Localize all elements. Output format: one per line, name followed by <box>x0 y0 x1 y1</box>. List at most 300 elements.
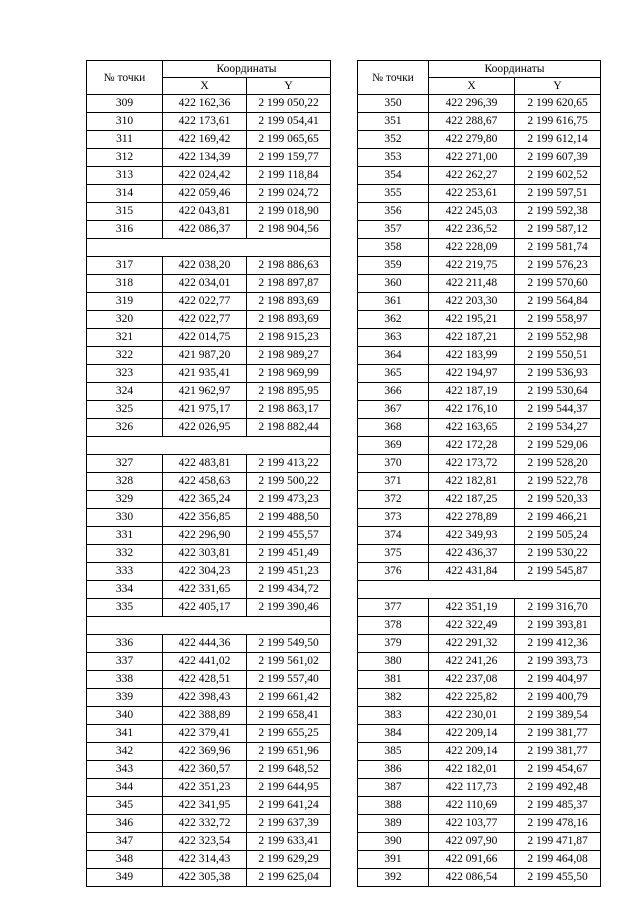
y-coordinate-cell: 2 199 549,50 <box>247 635 331 653</box>
x-coordinate-cell: 422 305,38 <box>163 869 247 887</box>
table-row <box>358 293 601 311</box>
table-row <box>358 707 601 725</box>
x-coordinate-cell: 422 365,24 <box>163 491 247 509</box>
coordinates-header: Координаты <box>163 61 331 78</box>
point-number-header: № точки <box>87 61 163 95</box>
table-row <box>358 365 601 383</box>
x-coordinate-cell: 422 097,90 <box>429 833 515 851</box>
x-coordinate-cell: 422 271,00 <box>429 149 515 167</box>
x-coordinate-cell: 422 172,28 <box>429 437 515 455</box>
point-number-cell: 324 <box>87 383 163 401</box>
point-number-cell: 351 <box>358 113 429 131</box>
point-number-cell: 362 <box>358 311 429 329</box>
table-row <box>87 797 331 815</box>
x-coordinate-cell: 422 091,66 <box>429 851 515 869</box>
y-coordinate-cell: 2 199 616,75 <box>515 113 601 131</box>
y-coordinate-cell: 2 199 644,95 <box>247 779 331 797</box>
point-number-cell: 315 <box>87 203 163 221</box>
table-row <box>87 149 331 167</box>
table-body <box>358 95 601 887</box>
point-number-cell: 339 <box>87 689 163 707</box>
point-number-cell: 343 <box>87 761 163 779</box>
point-number-cell: 336 <box>87 635 163 653</box>
x-coordinate-cell: 422 014,75 <box>163 329 247 347</box>
point-number-cell: 329 <box>87 491 163 509</box>
y-coordinate-cell: 2 198 915,23 <box>247 329 331 347</box>
x-coordinate-cell: 422 086,54 <box>429 869 515 887</box>
table-row <box>87 779 331 797</box>
x-coordinate-cell: 422 351,19 <box>429 599 515 617</box>
y-coordinate-cell: 2 199 528,20 <box>515 455 601 473</box>
point-number-cell: 342 <box>87 743 163 761</box>
y-coordinate-cell: 2 199 558,97 <box>515 311 601 329</box>
point-number-cell: 365 <box>358 365 429 383</box>
point-number-cell: 369 <box>358 437 429 455</box>
point-number-cell: 354 <box>358 167 429 185</box>
table-row <box>358 437 601 455</box>
table-row <box>87 635 331 653</box>
table-row <box>87 761 331 779</box>
point-number-cell: 375 <box>358 545 429 563</box>
x-coordinate-cell: 422 230,01 <box>429 707 515 725</box>
x-coordinate-cell: 422 331,65 <box>163 581 247 599</box>
table-row <box>358 149 601 167</box>
y-coordinate-cell: 2 199 488,50 <box>247 509 331 527</box>
x-coordinate-cell: 422 209,14 <box>429 743 515 761</box>
x-coordinate-cell: 422 162,36 <box>163 95 247 113</box>
table-row <box>358 491 601 509</box>
table-row <box>358 653 601 671</box>
x-coordinate-cell: 421 935,41 <box>163 365 247 383</box>
y-coordinate-cell: 2 199 529,06 <box>515 437 601 455</box>
table-row <box>358 833 601 851</box>
x-coordinate-cell: 422 253,61 <box>429 185 515 203</box>
x-coordinate-cell: 422 369,96 <box>163 743 247 761</box>
y-coordinate-cell: 2 199 118,84 <box>247 167 331 185</box>
y-coordinate-cell: 2 198 897,87 <box>247 275 331 293</box>
y-coordinate-cell: 2 199 536,93 <box>515 365 601 383</box>
y-coordinate-cell: 2 199 587,12 <box>515 221 601 239</box>
table-row <box>358 509 601 527</box>
separator-row <box>87 239 331 257</box>
y-coordinate-cell: 2 199 492,48 <box>515 779 601 797</box>
y-coordinate-cell: 2 199 648,52 <box>247 761 331 779</box>
table-header <box>87 61 331 95</box>
table-row <box>358 635 601 653</box>
y-coordinate-cell: 2 199 612,14 <box>515 131 601 149</box>
point-number-cell: 382 <box>358 689 429 707</box>
x-coordinate-cell: 422 379,41 <box>163 725 247 743</box>
table-row <box>87 203 331 221</box>
point-number-cell: 388 <box>358 797 429 815</box>
point-number-cell: 377 <box>358 599 429 617</box>
y-coordinate-cell: 2 199 607,39 <box>515 149 601 167</box>
table-row <box>358 671 601 689</box>
y-coordinate-cell: 2 199 570,60 <box>515 275 601 293</box>
point-number-cell: 344 <box>87 779 163 797</box>
x-coordinate-cell: 422 296,90 <box>163 527 247 545</box>
point-number-cell: 359 <box>358 257 429 275</box>
table-row <box>87 167 331 185</box>
x-coordinate-cell: 422 279,80 <box>429 131 515 149</box>
separator-row <box>87 437 331 455</box>
table-row <box>87 275 331 293</box>
table-row <box>87 743 331 761</box>
x-coordinate-cell: 422 225,82 <box>429 689 515 707</box>
table-row <box>358 221 601 239</box>
point-number-cell: 325 <box>87 401 163 419</box>
point-number-cell: 330 <box>87 509 163 527</box>
x-coordinate-cell: 422 262,27 <box>429 167 515 185</box>
point-number-cell: 334 <box>87 581 163 599</box>
table-row <box>358 851 601 869</box>
table-row <box>87 95 331 113</box>
point-number-cell: 346 <box>87 815 163 833</box>
coordinates-table-right <box>357 60 601 887</box>
x-coordinate-cell: 422 444,36 <box>163 635 247 653</box>
table-row <box>358 203 601 221</box>
table-row <box>358 815 601 833</box>
point-number-cell: 387 <box>358 779 429 797</box>
point-number-cell: 357 <box>358 221 429 239</box>
x-coordinate-cell: 422 405,17 <box>163 599 247 617</box>
point-number-cell: 358 <box>358 239 429 257</box>
y-coordinate-cell: 2 199 054,41 <box>247 113 331 131</box>
point-number-cell: 312 <box>87 149 163 167</box>
table-row <box>87 707 331 725</box>
y-coordinate-cell: 2 198 893,69 <box>247 293 331 311</box>
point-number-cell: 379 <box>358 635 429 653</box>
y-coordinate-cell: 2 199 316,70 <box>515 599 601 617</box>
coordinates-table-left <box>86 60 331 887</box>
x-coordinate-cell: 422 022,77 <box>163 311 247 329</box>
y-coordinate-cell: 2 199 505,24 <box>515 527 601 545</box>
y-coordinate-cell: 2 199 655,25 <box>247 725 331 743</box>
table-row <box>358 617 601 635</box>
x-coordinate-cell: 422 278,89 <box>429 509 515 527</box>
point-number-cell: 322 <box>87 347 163 365</box>
x-coordinate-cell: 422 043,81 <box>163 203 247 221</box>
coordinates-header: Координаты <box>429 61 601 78</box>
y-coordinate-cell: 2 199 473,23 <box>247 491 331 509</box>
table-row <box>358 95 601 113</box>
x-coordinate-cell: 422 176,10 <box>429 401 515 419</box>
x-coordinate-cell: 422 241,26 <box>429 653 515 671</box>
point-number-cell: 317 <box>87 257 163 275</box>
x-coordinate-cell: 422 195,21 <box>429 311 515 329</box>
table-row <box>87 221 331 239</box>
x-coordinate-cell: 422 236,52 <box>429 221 515 239</box>
y-coordinate-cell: 2 199 159,77 <box>247 149 331 167</box>
x-coordinate-cell: 422 237,08 <box>429 671 515 689</box>
y-coordinate-cell: 2 199 390,46 <box>247 599 331 617</box>
y-coordinate-cell: 2 199 520,33 <box>515 491 601 509</box>
table-row <box>87 509 331 527</box>
x-coordinate-cell: 422 356,85 <box>163 509 247 527</box>
table-row <box>87 383 331 401</box>
y-coordinate-cell: 2 199 412,36 <box>515 635 601 653</box>
point-number-cell: 313 <box>87 167 163 185</box>
point-number-cell: 356 <box>358 203 429 221</box>
table-row <box>358 869 601 887</box>
point-number-cell: 370 <box>358 455 429 473</box>
x-coordinate-cell: 422 183,99 <box>429 347 515 365</box>
table-row <box>358 599 601 617</box>
y-coordinate-cell: 2 199 658,41 <box>247 707 331 725</box>
table-row <box>358 329 601 347</box>
x-coordinate-cell: 422 187,21 <box>429 329 515 347</box>
y-coordinate-cell: 2 199 464,08 <box>515 851 601 869</box>
x-coordinate-cell: 422 288,67 <box>429 113 515 131</box>
y-coordinate-cell: 2 198 895,95 <box>247 383 331 401</box>
y-coordinate-cell: 2 199 545,87 <box>515 563 601 581</box>
point-number-cell: 367 <box>358 401 429 419</box>
table-row <box>87 815 331 833</box>
point-number-cell: 320 <box>87 311 163 329</box>
point-number-cell: 311 <box>87 131 163 149</box>
table-row <box>358 545 601 563</box>
point-number-cell: 310 <box>87 113 163 131</box>
x-coordinate-cell: 422 110,69 <box>429 797 515 815</box>
point-number-cell: 376 <box>358 563 429 581</box>
x-coordinate-cell: 422 169,42 <box>163 131 247 149</box>
table-row <box>358 419 601 437</box>
table-header <box>358 61 601 95</box>
y-coordinate-cell: 2 199 522,78 <box>515 473 601 491</box>
table-row <box>87 563 331 581</box>
x-coordinate-cell: 422 332,72 <box>163 815 247 833</box>
point-number-cell: 328 <box>87 473 163 491</box>
table-row <box>87 473 331 491</box>
x-coordinate-cell: 422 322,49 <box>429 617 515 635</box>
x-coordinate-cell: 422 323,54 <box>163 833 247 851</box>
y-coordinate-cell: 2 198 904,56 <box>247 221 331 239</box>
table-row <box>358 761 601 779</box>
point-number-cell: 381 <box>358 671 429 689</box>
x-coordinate-cell: 422 182,81 <box>429 473 515 491</box>
table-row <box>87 401 331 419</box>
table-row <box>87 599 331 617</box>
point-number-cell: 347 <box>87 833 163 851</box>
y-coordinate-cell: 2 199 550,51 <box>515 347 601 365</box>
x-coordinate-cell: 422 360,57 <box>163 761 247 779</box>
y-header: Y <box>515 78 601 95</box>
table-row <box>358 383 601 401</box>
x-coordinate-cell: 422 296,39 <box>429 95 515 113</box>
x-coordinate-cell: 422 351,23 <box>163 779 247 797</box>
x-coordinate-cell: 422 388,89 <box>163 707 247 725</box>
y-coordinate-cell: 2 199 434,72 <box>247 581 331 599</box>
table-row <box>358 797 601 815</box>
point-number-cell: 337 <box>87 653 163 671</box>
y-coordinate-cell: 2 199 485,37 <box>515 797 601 815</box>
x-coordinate-cell: 422 117,73 <box>429 779 515 797</box>
point-number-cell: 386 <box>358 761 429 779</box>
point-number-cell: 380 <box>358 653 429 671</box>
y-coordinate-cell: 2 199 534,27 <box>515 419 601 437</box>
table-row <box>358 455 601 473</box>
separator-cell <box>87 437 331 455</box>
y-coordinate-cell: 2 199 400,79 <box>515 689 601 707</box>
y-coordinate-cell: 2 199 381,77 <box>515 743 601 761</box>
point-number-cell: 340 <box>87 707 163 725</box>
point-number-cell: 332 <box>87 545 163 563</box>
table-row <box>87 113 331 131</box>
point-number-cell: 350 <box>358 95 429 113</box>
x-coordinate-cell: 422 436,37 <box>429 545 515 563</box>
x-coordinate-cell: 421 975,17 <box>163 401 247 419</box>
y-coordinate-cell: 2 199 564,84 <box>515 293 601 311</box>
y-coordinate-cell: 2 199 629,29 <box>247 851 331 869</box>
point-number-cell: 384 <box>358 725 429 743</box>
table-row <box>87 293 331 311</box>
y-coordinate-cell: 2 199 552,98 <box>515 329 601 347</box>
point-number-cell: 360 <box>358 275 429 293</box>
x-coordinate-cell: 422 291,32 <box>429 635 515 653</box>
separator-row <box>87 617 331 635</box>
x-coordinate-cell: 422 022,77 <box>163 293 247 311</box>
x-coordinate-cell: 422 228,09 <box>429 239 515 257</box>
point-number-cell: 385 <box>358 743 429 761</box>
table-row <box>358 563 601 581</box>
y-coordinate-cell: 2 199 024,72 <box>247 185 331 203</box>
x-coordinate-cell: 422 398,43 <box>163 689 247 707</box>
point-number-cell: 341 <box>87 725 163 743</box>
x-coordinate-cell: 422 304,23 <box>163 563 247 581</box>
point-number-cell: 331 <box>87 527 163 545</box>
table-row <box>87 491 331 509</box>
point-number-cell: 391 <box>358 851 429 869</box>
x-coordinate-cell: 422 211,48 <box>429 275 515 293</box>
table-row <box>87 311 331 329</box>
y-coordinate-cell: 2 199 530,64 <box>515 383 601 401</box>
x-coordinate-cell: 422 173,61 <box>163 113 247 131</box>
x-coordinate-cell: 422 187,19 <box>429 383 515 401</box>
y-coordinate-cell: 2 199 641,24 <box>247 797 331 815</box>
y-coordinate-cell: 2 199 651,96 <box>247 743 331 761</box>
point-number-cell: 355 <box>358 185 429 203</box>
point-number-cell: 373 <box>358 509 429 527</box>
y-coordinate-cell: 2 199 500,22 <box>247 473 331 491</box>
table-row <box>87 527 331 545</box>
y-coordinate-cell: 2 198 989,27 <box>247 347 331 365</box>
table-row <box>87 725 331 743</box>
point-number-cell: 353 <box>358 149 429 167</box>
point-number-cell: 371 <box>358 473 429 491</box>
point-number-header: № точки <box>358 61 429 95</box>
table-row <box>358 275 601 293</box>
table-row <box>358 743 601 761</box>
x-coordinate-cell: 422 026,95 <box>163 419 247 437</box>
y-coordinate-cell: 2 199 637,39 <box>247 815 331 833</box>
table-body <box>87 95 331 887</box>
table-row <box>87 851 331 869</box>
table-row <box>358 473 601 491</box>
y-coordinate-cell: 2 199 602,52 <box>515 167 601 185</box>
table-row <box>358 167 601 185</box>
point-number-cell: 326 <box>87 419 163 437</box>
table-row <box>358 257 601 275</box>
y-coordinate-cell: 2 199 530,22 <box>515 545 601 563</box>
point-number-cell: 363 <box>358 329 429 347</box>
point-number-cell: 316 <box>87 221 163 239</box>
point-number-cell: 352 <box>358 131 429 149</box>
table-row <box>87 671 331 689</box>
x-coordinate-cell: 422 103,77 <box>429 815 515 833</box>
point-number-cell: 309 <box>87 95 163 113</box>
table-row <box>358 131 601 149</box>
point-number-cell: 361 <box>358 293 429 311</box>
x-coordinate-cell: 422 431,84 <box>429 563 515 581</box>
y-coordinate-cell: 2 198 893,69 <box>247 311 331 329</box>
point-number-cell: 392 <box>358 869 429 887</box>
y-coordinate-cell: 2 199 561,02 <box>247 653 331 671</box>
y-coordinate-cell: 2 198 882,44 <box>247 419 331 437</box>
x-coordinate-cell: 422 349,93 <box>429 527 515 545</box>
x-coordinate-cell: 422 194,97 <box>429 365 515 383</box>
table-row <box>358 113 601 131</box>
x-coordinate-cell: 422 483,81 <box>163 455 247 473</box>
y-coordinate-cell: 2 198 969,99 <box>247 365 331 383</box>
y-coordinate-cell: 2 199 050,22 <box>247 95 331 113</box>
y-coordinate-cell: 2 199 544,37 <box>515 401 601 419</box>
y-coordinate-cell: 2 199 661,42 <box>247 689 331 707</box>
point-number-cell: 319 <box>87 293 163 311</box>
x-coordinate-cell: 422 187,25 <box>429 491 515 509</box>
point-number-cell: 318 <box>87 275 163 293</box>
x-header: X <box>429 78 515 95</box>
table-row <box>87 257 331 275</box>
point-number-cell: 333 <box>87 563 163 581</box>
x-coordinate-cell: 422 182,01 <box>429 761 515 779</box>
y-coordinate-cell: 2 199 625,04 <box>247 869 331 887</box>
table-row <box>87 185 331 203</box>
y-coordinate-cell: 2 199 451,23 <box>247 563 331 581</box>
point-number-cell: 349 <box>87 869 163 887</box>
separator-cell <box>87 239 331 257</box>
y-coordinate-cell: 2 199 393,81 <box>515 617 601 635</box>
y-coordinate-cell: 2 199 393,73 <box>515 653 601 671</box>
point-number-cell: 327 <box>87 455 163 473</box>
point-number-cell: 348 <box>87 851 163 869</box>
x-coordinate-cell: 422 173,72 <box>429 455 515 473</box>
table-row <box>87 365 331 383</box>
table-row <box>87 131 331 149</box>
y-coordinate-cell: 2 199 413,22 <box>247 455 331 473</box>
point-number-cell: 383 <box>358 707 429 725</box>
y-coordinate-cell: 2 199 581,74 <box>515 239 601 257</box>
point-number-cell: 366 <box>358 383 429 401</box>
x-coordinate-cell: 422 219,75 <box>429 257 515 275</box>
table-row <box>87 833 331 851</box>
table-row <box>358 239 601 257</box>
y-coordinate-cell: 2 199 576,23 <box>515 257 601 275</box>
x-coordinate-cell: 422 134,39 <box>163 149 247 167</box>
y-coordinate-cell: 2 199 466,21 <box>515 509 601 527</box>
x-coordinate-cell: 422 314,43 <box>163 851 247 869</box>
table-row <box>358 311 601 329</box>
point-number-cell: 390 <box>358 833 429 851</box>
table-row <box>87 419 331 437</box>
x-coordinate-cell: 422 024,42 <box>163 167 247 185</box>
x-header: X <box>163 78 247 95</box>
x-coordinate-cell: 422 034,01 <box>163 275 247 293</box>
x-coordinate-cell: 422 245,03 <box>429 203 515 221</box>
x-coordinate-cell: 422 441,02 <box>163 653 247 671</box>
point-number-cell: 314 <box>87 185 163 203</box>
table-row <box>358 401 601 419</box>
point-number-cell: 345 <box>87 797 163 815</box>
